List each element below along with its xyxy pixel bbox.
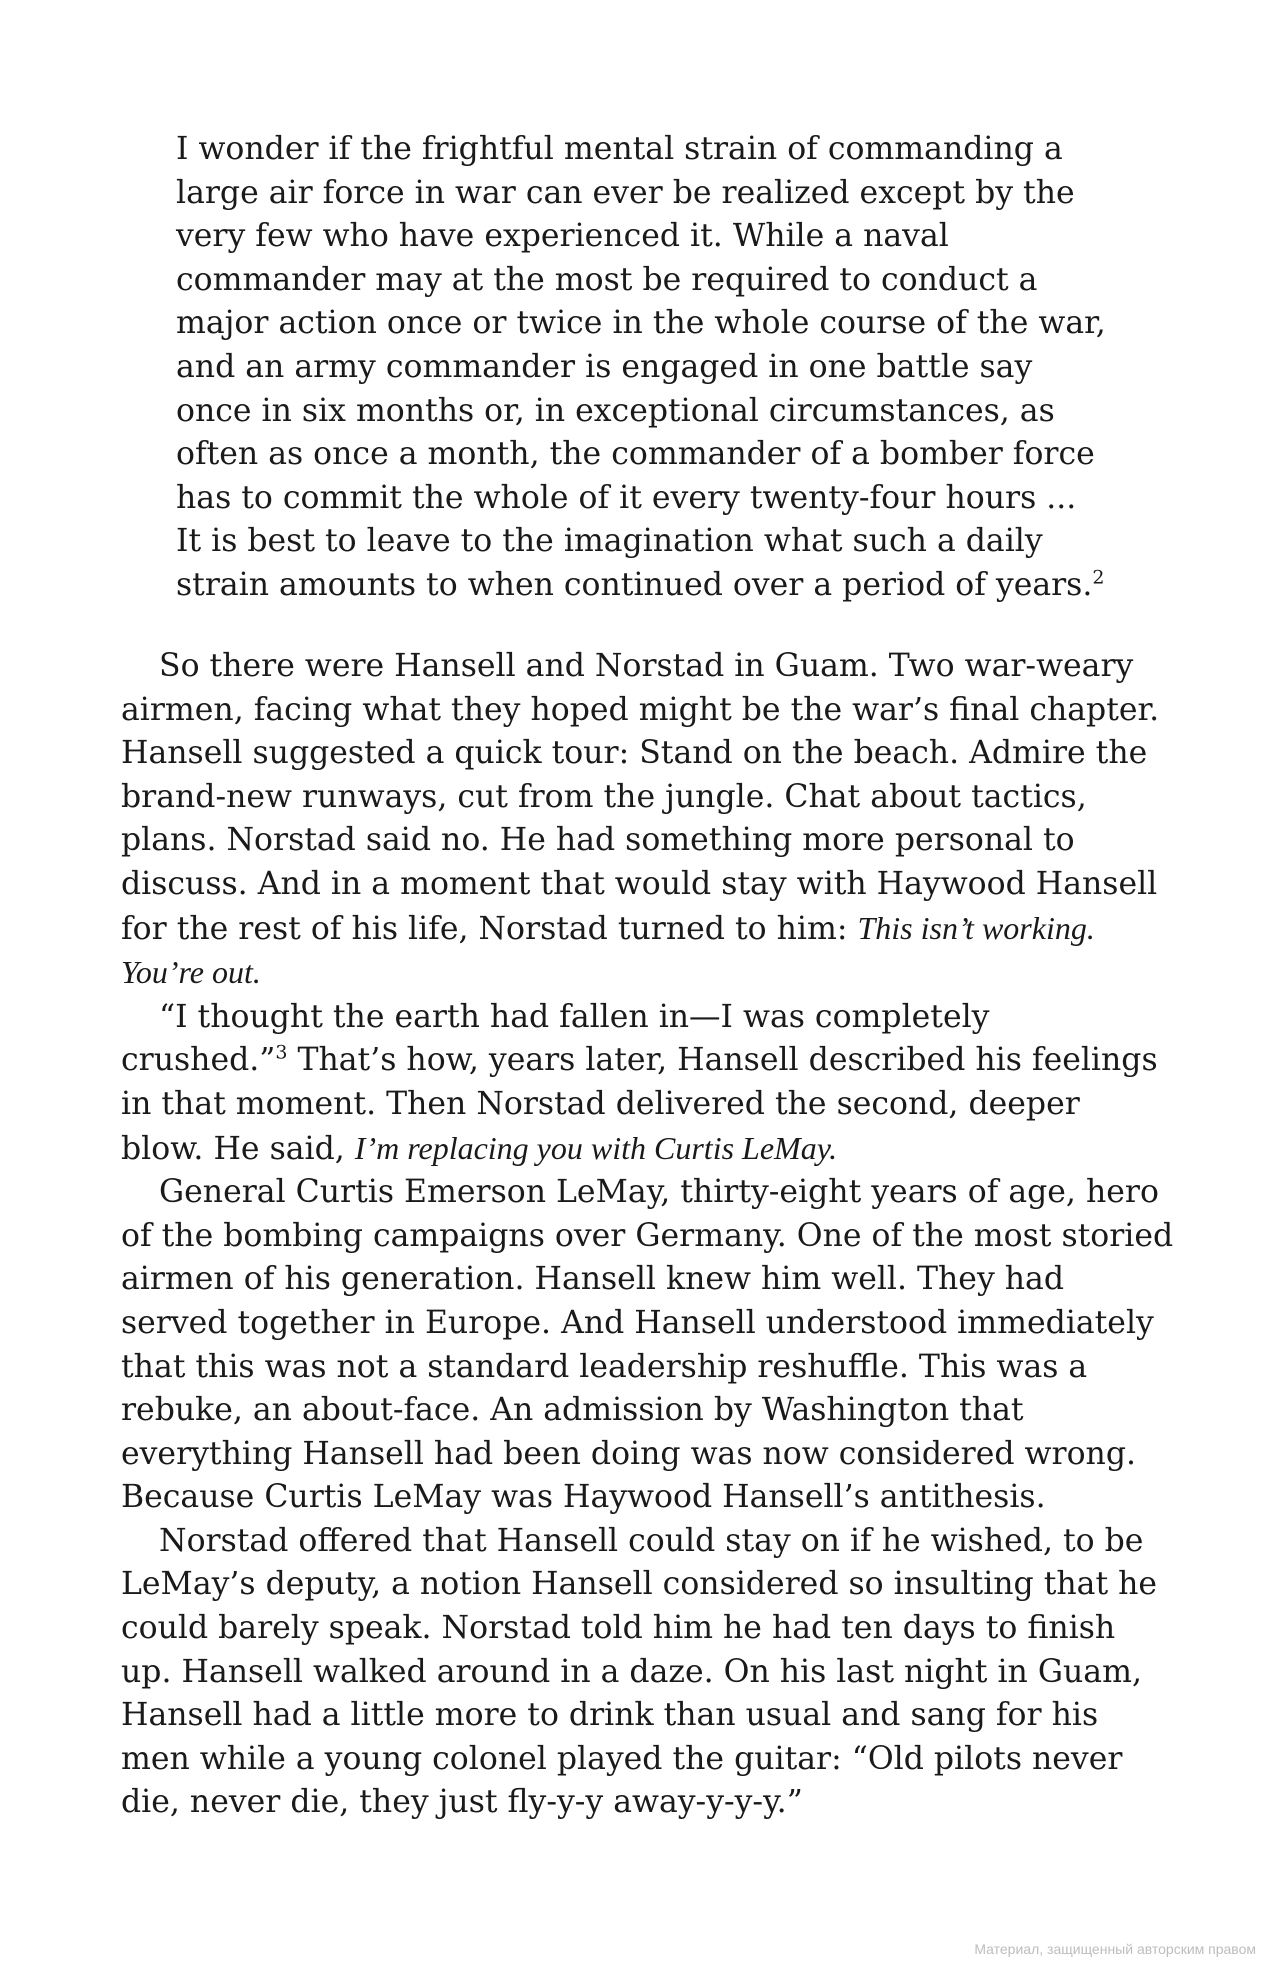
text-line: Hansell had a little more to drink than usual and sang for his: [121, 1697, 1099, 1734]
quote-line: often as once a month, the commander of a bomber force: [176, 436, 1095, 473]
text-line: Norstad offered that Hansell could stay on if he wished, to be: [159, 1522, 1144, 1559]
footnote-marker: 2: [1092, 566, 1105, 589]
text-line: could barely speak. Norstad told him he had ten days to finish: [121, 1610, 1116, 1647]
text-line: [121, 1039, 1181, 1083]
body-text: [121, 645, 1181, 1825]
text-line: [121, 951, 1181, 996]
text-line: that this was not a standard leadership reshuffle. This was a: [121, 1348, 1088, 1385]
text-run: crushed.”: [121, 1042, 276, 1079]
text-line: plans. Norstad said no. He had something more personal to: [121, 822, 1075, 859]
text-line: [121, 1127, 1181, 1172]
text-line: airmen of his generation. Hansell knew him well. They had: [121, 1261, 1064, 1298]
text-line: of the bombing campaigns over Germany. One of the most storied: [121, 1217, 1174, 1254]
italic-text: You’re out.: [121, 954, 261, 991]
paragraph-2: [121, 996, 1181, 1171]
italic-text: This isn’t working.: [857, 909, 1095, 946]
paragraph-4: [121, 1520, 1181, 1825]
text-line: served together in Europe. And Hansell understood immediately: [121, 1304, 1154, 1341]
text-run: blow. He said,: [121, 1130, 355, 1167]
text-line: discuss. And in a moment that would stay with Haywood Hansell: [121, 865, 1158, 902]
paragraph-3: [121, 1171, 1181, 1520]
quote-line: major action once or twice in the whole course of the war,: [176, 305, 1106, 342]
footnote-marker: 3: [275, 1041, 288, 1064]
quote-line: once in six months or, in exceptional circumstances, as: [176, 392, 1055, 429]
quote-line: large air force in war can ever be realized except by the: [176, 174, 1075, 211]
paragraph-1: [121, 645, 1181, 996]
quote-line: [176, 564, 1116, 608]
text-line: Because Curtis LeMay was Haywood Hansell’s antithesis.: [121, 1479, 1046, 1516]
quote-line: very few who have experienced it. While a naval: [176, 218, 949, 255]
text-line: die, never die, they just fly-y-y away-y-y-y.”: [121, 1784, 803, 1821]
text-line: Hansell suggested a quick tour: Stand on the beach. Admire the: [121, 735, 1148, 772]
block-quote: [176, 128, 1116, 608]
text-line: men while a young colonel played the guitar: “Old pilots never: [121, 1740, 1123, 1777]
text-line: “I thought the earth had fallen in—I was completely: [159, 998, 990, 1035]
text-run: for the rest of his life, Norstad turned to him:: [121, 910, 858, 947]
text-line: LeMay’s deputy, a notion Hansell considered so insulting that he: [121, 1566, 1158, 1603]
text-line: up. Hansell walked around in a daze. On his last night in Guam,: [121, 1653, 1142, 1690]
quote-line: and an army commander is engaged in one battle say: [176, 348, 1033, 385]
text-line: everything Hansell had been doing was now considered wrong.: [121, 1435, 1136, 1472]
quote-line-text: strain amounts to when continued over a period of years.: [176, 566, 1093, 603]
text-line: rebuke, an about-face. An admission by Washington that: [121, 1392, 1024, 1429]
text-line: So there were Hansell and Norstad in Guam. Two war-weary: [159, 648, 1134, 684]
text-line: in that moment. Then Norstad delivered the second, deeper: [121, 1085, 1080, 1122]
text-line: General Curtis Emerson LeMay, thirty-eight years of age, hero: [159, 1174, 1159, 1211]
quote-line: It is best to leave to the imagination what such a daily: [176, 523, 1043, 560]
text-line: brand-new runways, cut from the jungle. Chat about tactics,: [121, 778, 1087, 815]
text-run: That’s how, years later, Hansell described his feelings: [287, 1042, 1158, 1079]
quote-line: has to commit the whole of it every twenty-four hours ...: [176, 479, 1077, 516]
text-line: airmen, facing what they hoped might be the war’s final chapter.: [121, 691, 1160, 728]
text-line: [121, 907, 1181, 952]
italic-text: I’m replacing you with Curtis LeMay.: [354, 1129, 838, 1166]
copyright-watermark: Материал, защищенный авторским правом: [974, 1941, 1256, 1957]
quote-line: I wonder if the frightful mental strain of commanding a: [176, 131, 1063, 167]
quote-line: commander may at the most be required to conduct a: [176, 261, 1038, 298]
